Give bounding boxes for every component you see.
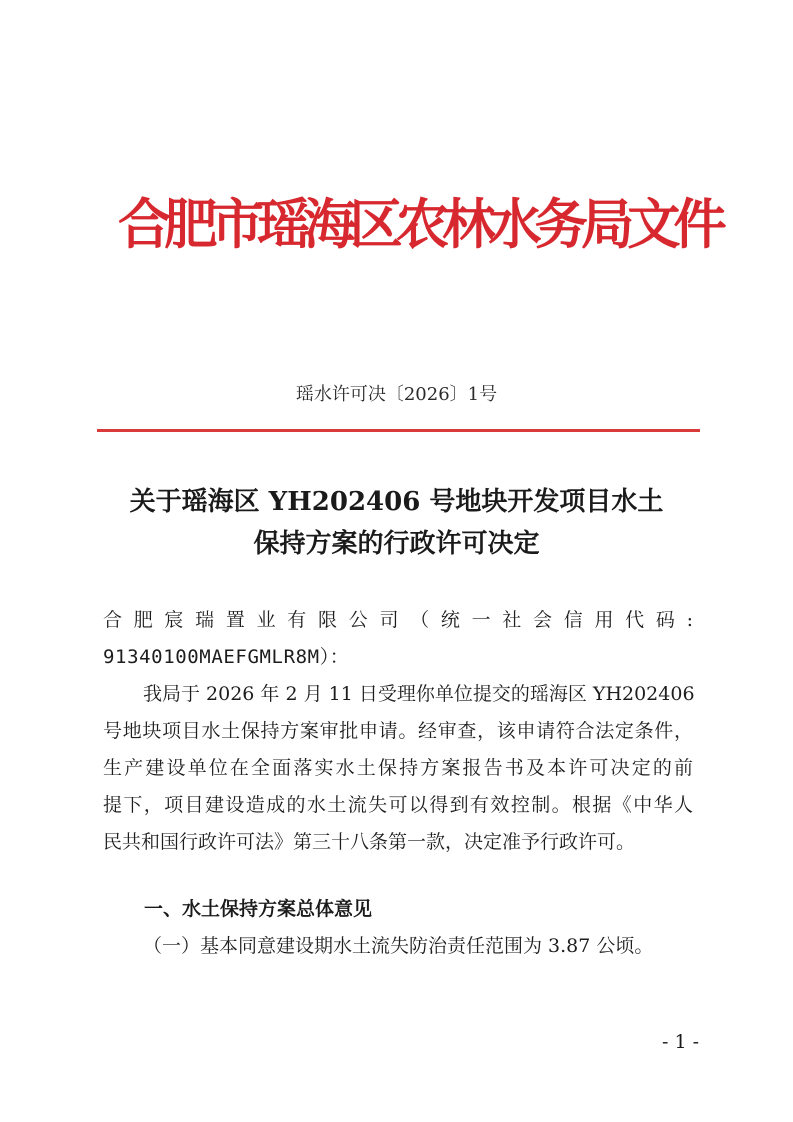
paragraph-1-line-4: 提下，项目建设造成的水土流失可以得到有效控制。根据《中华人 [103, 794, 693, 816]
paragraph-1-line-1: 我局于 2026 年 2 月 11 日受理你单位提交的瑶海区 YH202406 [143, 683, 695, 705]
item-1: （一）基本同意建设期水土流失防治责任范围为 3.87 公顷。 [143, 935, 654, 957]
page-number: - 1 - [662, 1031, 700, 1053]
issuer-banner: 合肥市瑶海区农林水务局文件 [118, 192, 720, 256]
document-title-line-2: 保持方案的行政许可决定 [253, 529, 540, 559]
document-number: 瑶水许可决〔2026〕1号 [295, 384, 498, 405]
addressee-line-2: 91340100MAEFGMLR8M）： [103, 646, 350, 668]
paragraph-1-line-2: 号地块项目水土保持方案审批申请。经审查，该申请符合法定条件， [103, 720, 693, 742]
document-title-line-1: 关于瑶海区 YH202406 号地块开发项目水土 [129, 487, 664, 517]
paragraph-1-line-5: 民共和国行政许可法》第三十八条第一款，决定准予行政许可。 [103, 831, 636, 853]
paragraph-1-line-3: 生产建设单位在全面落实水土保持方案报告书及本许可决定的前 [103, 757, 693, 779]
addressee-line-1: 合肥宸瑞置业有限公司（统一社会信用代码: [103, 609, 693, 631]
red-divider-line [97, 429, 700, 432]
section-1-heading: 一、水土保持方案总体意见 [144, 898, 373, 920]
